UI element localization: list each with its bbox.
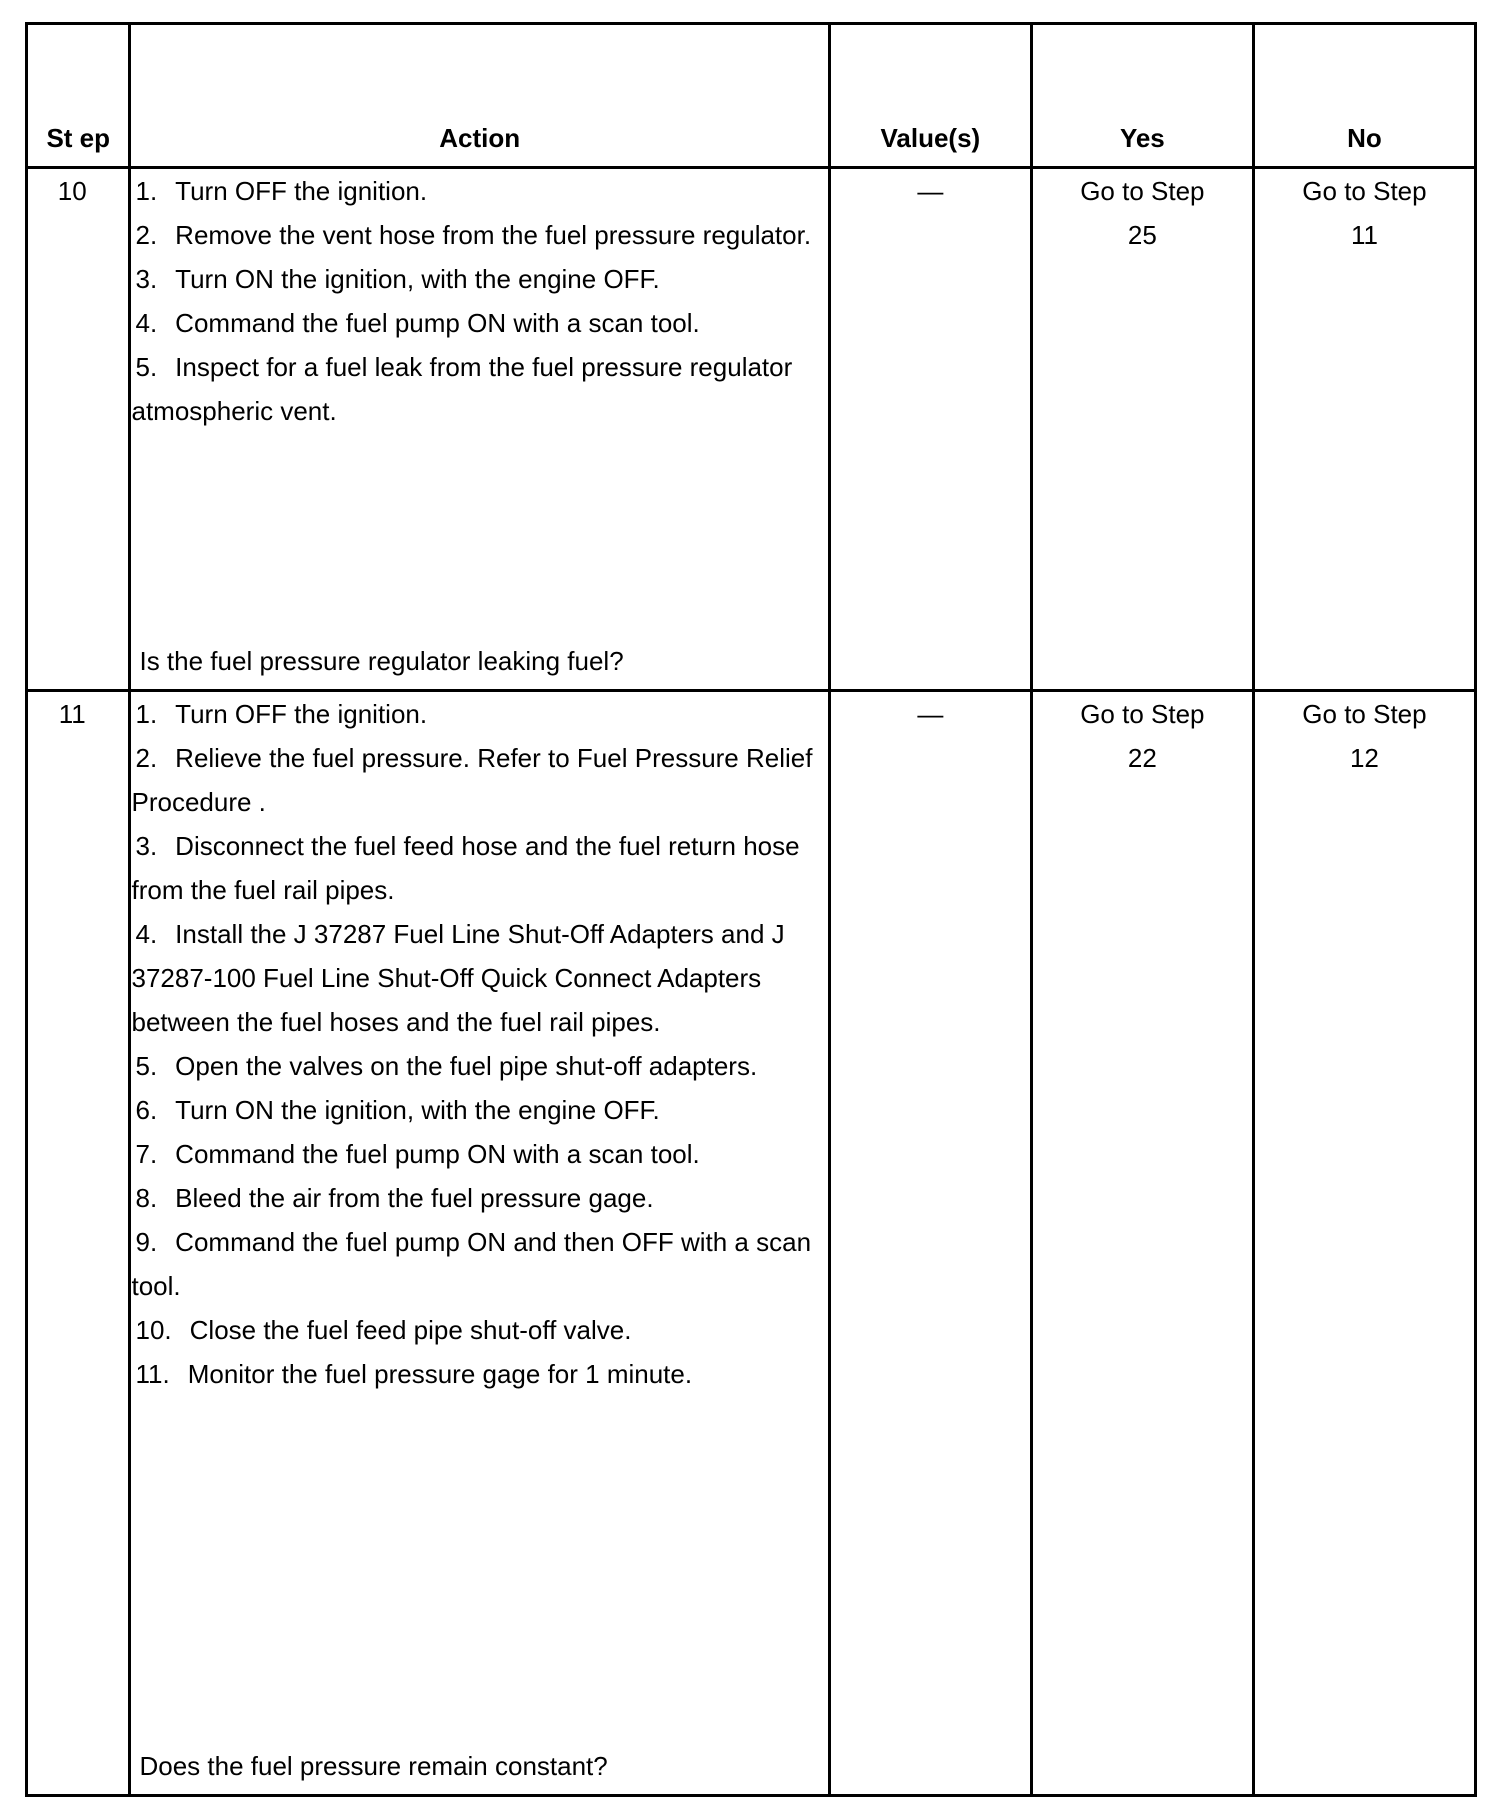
step-number-cell: [27, 691, 130, 1796]
item-number: 6.: [135, 1095, 158, 1125]
item-text: Monitor the fuel pressure gage for 1 minute.: [187, 1359, 693, 1389]
item-number: 1.: [135, 699, 158, 729]
item-number: 4.: [135, 919, 158, 949]
item-text: Relieve the fuel pressure. Refer to Fuel Pressure Relief Procedure .: [131, 743, 813, 817]
value-cell: —: [829, 691, 1031, 1796]
item-text: Remove the vent hose from the fuel pressure regulator.: [175, 220, 812, 250]
question-text: Does the fuel pressure remain constant?: [139, 1751, 608, 1781]
no-goto-text: Go to Step 12: [1302, 699, 1427, 773]
table-row: [27, 691, 1476, 1796]
item-text: Command the fuel pump ON and then OFF with a scan tool.: [131, 1227, 812, 1301]
item-number: 10.: [135, 1315, 172, 1345]
item-text: Turn OFF the ignition.: [175, 699, 428, 729]
item-number: 2.: [135, 743, 158, 773]
list-item: [131, 1308, 827, 1352]
no-cell: [1253, 168, 1475, 691]
header-row: [27, 24, 1476, 168]
header-no: No: [1253, 24, 1475, 168]
value-cell: —: [829, 168, 1031, 691]
item-number: 8.: [135, 1183, 158, 1213]
list-item: [131, 1176, 827, 1220]
list-item: [131, 912, 827, 1044]
question-text: Is the fuel pressure regulator leaking fuel?: [139, 646, 624, 676]
item-number: 1.: [135, 176, 158, 206]
yes-goto-text: Go to Step 22: [1080, 699, 1205, 773]
item-text: Command the fuel pump ON with a scan tool.: [175, 308, 700, 338]
action-cell: [130, 168, 829, 691]
item-text: Open the valves on the fuel pipe shut-off adapters.: [175, 1051, 758, 1081]
header-step: St ep: [27, 24, 130, 168]
no-goto-text: Go to Step 11: [1302, 176, 1427, 250]
item-number: 5.: [135, 1051, 158, 1081]
step-number-cell: [27, 168, 130, 691]
list-item: [131, 692, 827, 736]
header-values: Value(s): [829, 24, 1031, 168]
item-text: Turn ON the ignition, with the engine OFF.: [175, 264, 660, 294]
item-text: Command the fuel pump ON with a scan tool.: [175, 1139, 700, 1169]
step-number: 11: [58, 699, 86, 729]
list-item: [131, 1352, 827, 1396]
list-item: [131, 257, 827, 301]
list-item: [131, 1088, 827, 1132]
list-item: [131, 1044, 827, 1088]
action-cell: [130, 691, 829, 1796]
step-number: 10: [57, 176, 87, 206]
yes-goto-text: Go to Step 25: [1080, 176, 1205, 250]
yes-cell: [1031, 691, 1253, 1796]
item-text: Bleed the air from the fuel pressure gage.: [175, 1183, 654, 1213]
item-number: 3.: [135, 831, 158, 861]
item-text: Inspect for a fuel leak from the fuel pressure regulator atmospheric vent.: [131, 352, 793, 426]
list-item: [131, 213, 827, 257]
action-list: [131, 169, 827, 433]
list-item: [131, 1220, 827, 1308]
item-number: 5.: [135, 352, 158, 382]
item-number: 2.: [135, 220, 158, 250]
list-item: [131, 1132, 827, 1176]
item-number: 11.: [135, 1359, 170, 1389]
list-item: [131, 169, 827, 213]
item-number: 7.: [135, 1139, 158, 1169]
diagnostic-table: [25, 22, 1477, 1797]
list-item: [131, 736, 827, 824]
list-item: [131, 824, 827, 912]
table-row: [27, 168, 1476, 691]
item-text: Disconnect the fuel feed hose and the fuel return hose from the fuel rail pipes.: [131, 831, 800, 905]
yes-cell: [1031, 168, 1253, 691]
item-number: 4.: [135, 308, 158, 338]
header-yes: Yes: [1031, 24, 1253, 168]
list-item: [131, 301, 827, 345]
list-item: [131, 345, 827, 433]
header-action: Action: [130, 24, 829, 168]
item-number: 3.: [135, 264, 158, 294]
item-number: 9.: [135, 1227, 158, 1257]
item-text: Turn ON the ignition, with the engine OFF.: [175, 1095, 660, 1125]
item-text: Install the J 37287 Fuel Line Shut-Off Adapters and J 37287-100 Fuel Line Shut-Off Quick Connect Adapters between the fuel hoses and the fuel rail pipes.: [131, 919, 785, 1037]
item-text: Turn OFF the ignition.: [175, 176, 428, 206]
action-list: [131, 692, 827, 1396]
item-text: Close the fuel feed pipe shut-off valve.: [189, 1315, 632, 1345]
no-cell: [1253, 691, 1475, 1796]
